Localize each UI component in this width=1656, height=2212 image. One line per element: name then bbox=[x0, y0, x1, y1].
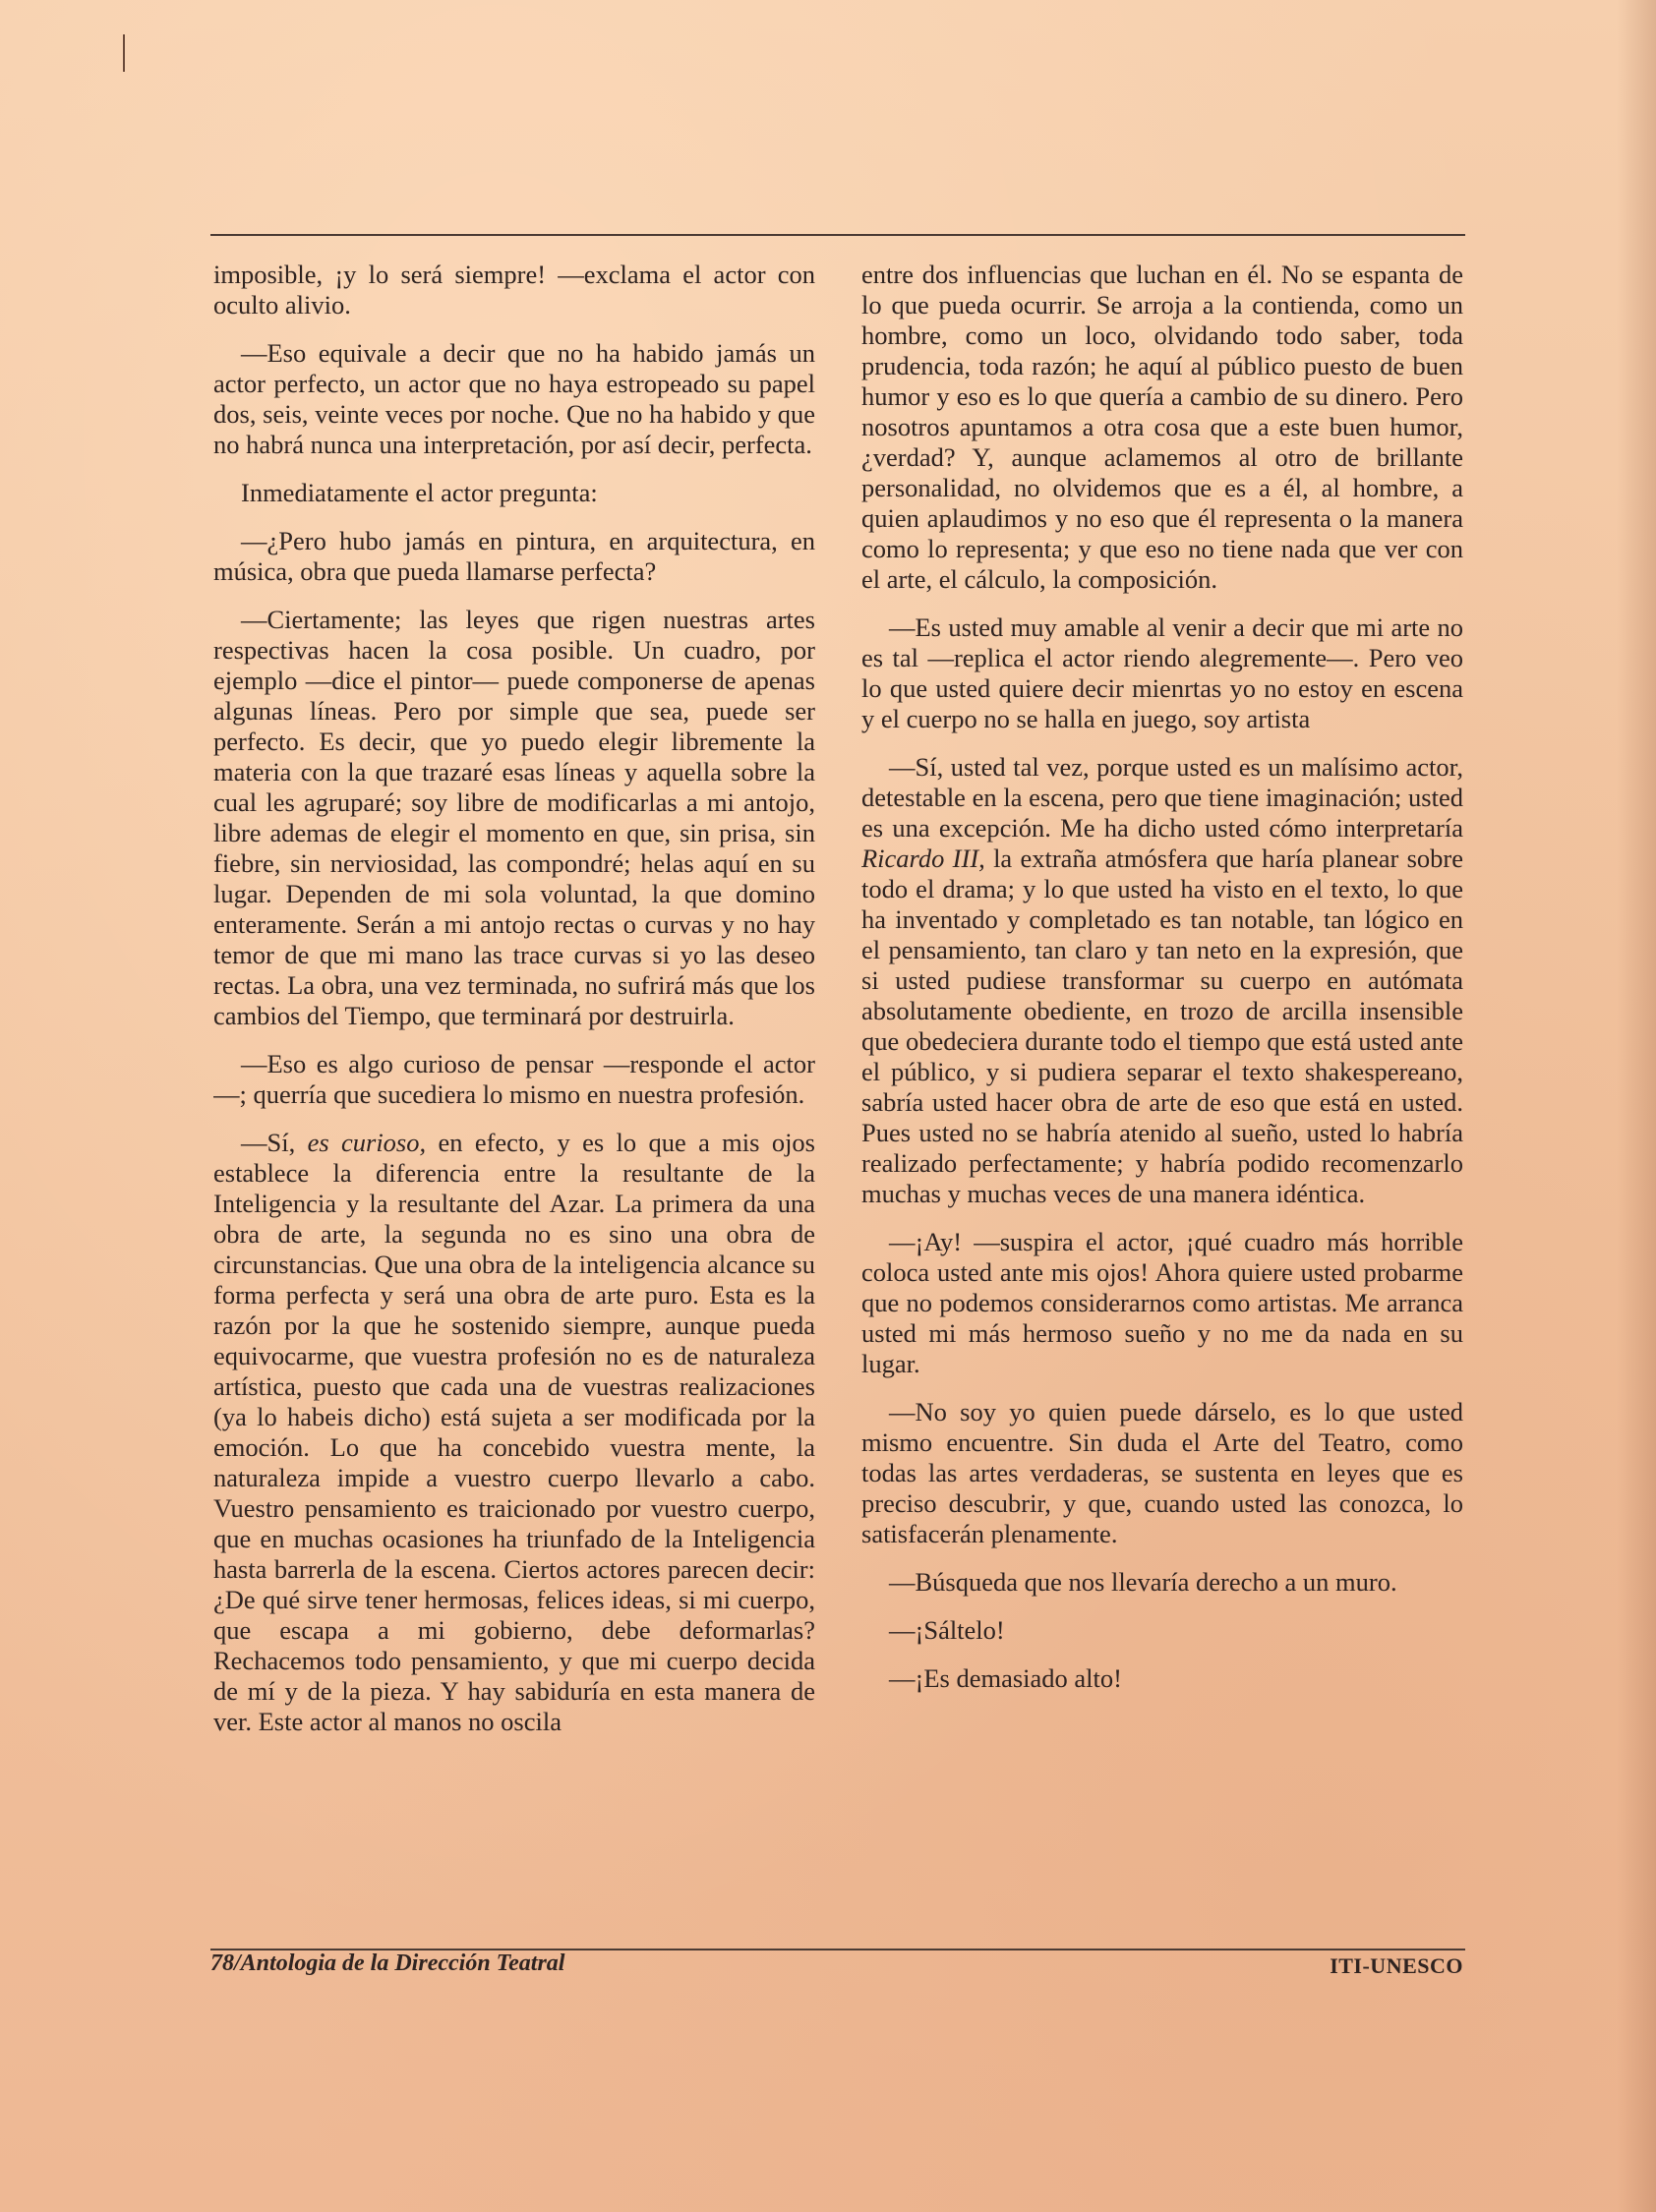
italic-phrase: es curioso, bbox=[307, 1128, 427, 1157]
italic-title: Ricardo III, bbox=[861, 844, 985, 873]
paragraph: —¡Ay! —suspira el actor, ¡qué cuadro más horrible coloca usted ante mis ojos! Ahora quiere usted probarme que no podemos considerarnos como artistas. Me arranca usted mi más hermoso sueño y no me da nada en su lugar. bbox=[861, 1227, 1463, 1378]
paragraph: —Búsqueda que nos llevaría derecho a un muro. bbox=[889, 1567, 1397, 1597]
paragraph: —¿Pero hubo jamás en pintura, en arquitectura, en música, obra que pueda llamarse perfecta? bbox=[213, 526, 815, 586]
paper-edge-shadow bbox=[1617, 0, 1656, 2212]
paragraph-text: —Sí, bbox=[241, 1128, 308, 1157]
left-column bbox=[213, 260, 815, 1931]
paragraph bbox=[213, 1128, 815, 1737]
paragraph-text: la extraña atmósfera que haría planear sobre todo el drama; y lo que usted ha visto en el texto, lo que ha inventado y completado es tan notable, tan lógico en el pensamiento, tan claro y tan neto en la expresión, que si usted pudiese transformar su cuerpo en autómata absolutamente obediente, en trozo de arcilla insensible que obedeciera durante todo el tiempo que está usted ante el público, y si pudiera separar el texto shakespereano, sabría usted hacer obra de arte de eso que está en usted. Pues usted no se habría atenido al sueño, usted lo habría realizado perfectamente; y habría podido recomenzarlo muchas y muchas veces de una manera idéntica. bbox=[861, 844, 1463, 1208]
header-rule bbox=[210, 234, 1465, 236]
paragraph: —¡Sáltelo! bbox=[889, 1615, 1005, 1645]
footer-publisher: ITI-UNESCO bbox=[1330, 1953, 1463, 1978]
paragraph: imposible, ¡y lo será siempre! —exclama el actor con oculto alivio. bbox=[213, 260, 815, 320]
paragraph-text: —Sí, usted tal vez, porque usted es un malísimo actor, detestable en la escena, pero que tiene imaginación; usted es una excepción. Me ha dicho usted cómo interpretaría bbox=[861, 752, 1463, 843]
paragraph: Inmediatamente el actor pregunta: bbox=[241, 478, 598, 507]
paragraph-text: en efecto, y es lo que a mis ojos establece la diferencia entre la resultante de la Inteligencia y la resultante del Azar. La primera da una obra de arte, la segunda no es sino una obra de circunstancias. Que una obra de la inteligencia alcance su forma perfecta y será una obra de arte puro. Esta es la razón por la que he sostenido siempre, aunque pueda equivocarme, que vuestra profesión no es de naturaleza artística, puesto que cada una de vuestras realizaciones (ya lo habeis dicho) está sujeta a ser modificada por la emoción. Lo que ha concebido vuestra mente, la naturaleza impide a vuestro cuerpo llevarlo a cabo. Vuestro pensamiento es traicionado por vuestro cuerpo, que en muchas ocasiones ha triunfado de la Inteligencia hasta barrerla de la escena. Ciertos actores parecen decir: ¿De qué sirve tener hermosas, felices ideas, si mi cuerpo, que escapa a mi gobierno, debe deformarlas? Rechacemos todo pensamiento, y que mi cuerpo decida de mí y de la pieza. Y hay sabiduría en esta manera de ver. Este actor al manos no oscila bbox=[213, 1128, 815, 1736]
footer-page-title: 78/Antologia de la Dirección Teatral bbox=[210, 1950, 565, 1976]
paragraph: —Ciertamente; las leyes que rigen nuestras artes respectivas hacen la cosa posible. Un cuadro, por ejemplo —dice el pintor— puede componerse de apenas algunas líneas. Pero por simple que sea, puede ser perfecto. Es decir, que yo puedo elegir libremente la materia con la que trazaré esas líneas y aquella sobre la cual les agruparé; soy libre de modificarlas a mi antojo, libre ademas de elegir el momento en que, sin prisa, sin fiebre, sin nerviosidad, las compondré; helas aquí en su lugar. Dependen de mi sola voluntad, la que domino enteramente. Serán a mi antojo rectas o curvas y no hay temor de que mi mano las trace curvas si yo las deseo rectas. La obra, una vez terminada, no sufrirá más que los cambios del Tiempo, que terminará por destruirla. bbox=[213, 605, 815, 1030]
right-column bbox=[861, 260, 1463, 1931]
paragraph: —Es usted muy amable al venir a decir que mi arte no es tal —replica el actor riendo alegremente—. Pero veo lo que usted quiere decir mienrtas yo no estoy en escena y el cuerpo no se halla en juego, soy artista bbox=[861, 612, 1463, 733]
paragraph: entre dos influencias que luchan en él. No se espanta de lo que pueda ocurrir. Se arroja a la contienda, como un hombre, como un loco, olvidando todo saber, toda prudencia, toda razón; he aquí al público puesto de buen humor y eso es lo que quería a cambio de su dinero. Pero nosotros apuntamos a otra cosa que a este buen humor, ¿verdad? Y, aunque aclamemos al otro de brillante personalidad, no olvidemos que es a él, al hombre, a quien aplaudimos y no eso que él representa o la manera como lo representa; y que eso no tiene nada que ver con el arte, el cálculo, la composición. bbox=[861, 260, 1463, 594]
pencil-mark bbox=[123, 34, 125, 72]
paragraph bbox=[861, 752, 1463, 1209]
paragraph: —No soy yo quien puede dárselo, es lo que usted mismo encuentre. Sin duda el Arte del Teatro, como todas las artes verdaderas, se sustenta en leyes que es preciso descubrir, y que, cuando usted las conozca, lo satisfacerán plenamente. bbox=[861, 1397, 1463, 1548]
paragraph: —Eso equivale a decir que no ha habido jamás un actor perfecto, un actor que no haya estropeado su papel dos, seis, veinte veces por noche. Que no ha habido y que no habrá nunca una interpretación, por así decir, perfecta. bbox=[213, 338, 815, 459]
paragraph: —Eso es algo curioso de pensar —responde el actor—; querría que sucediera lo mismo en nuestra profesión. bbox=[213, 1049, 815, 1109]
paragraph: —¡Es demasiado alto! bbox=[889, 1663, 1122, 1693]
